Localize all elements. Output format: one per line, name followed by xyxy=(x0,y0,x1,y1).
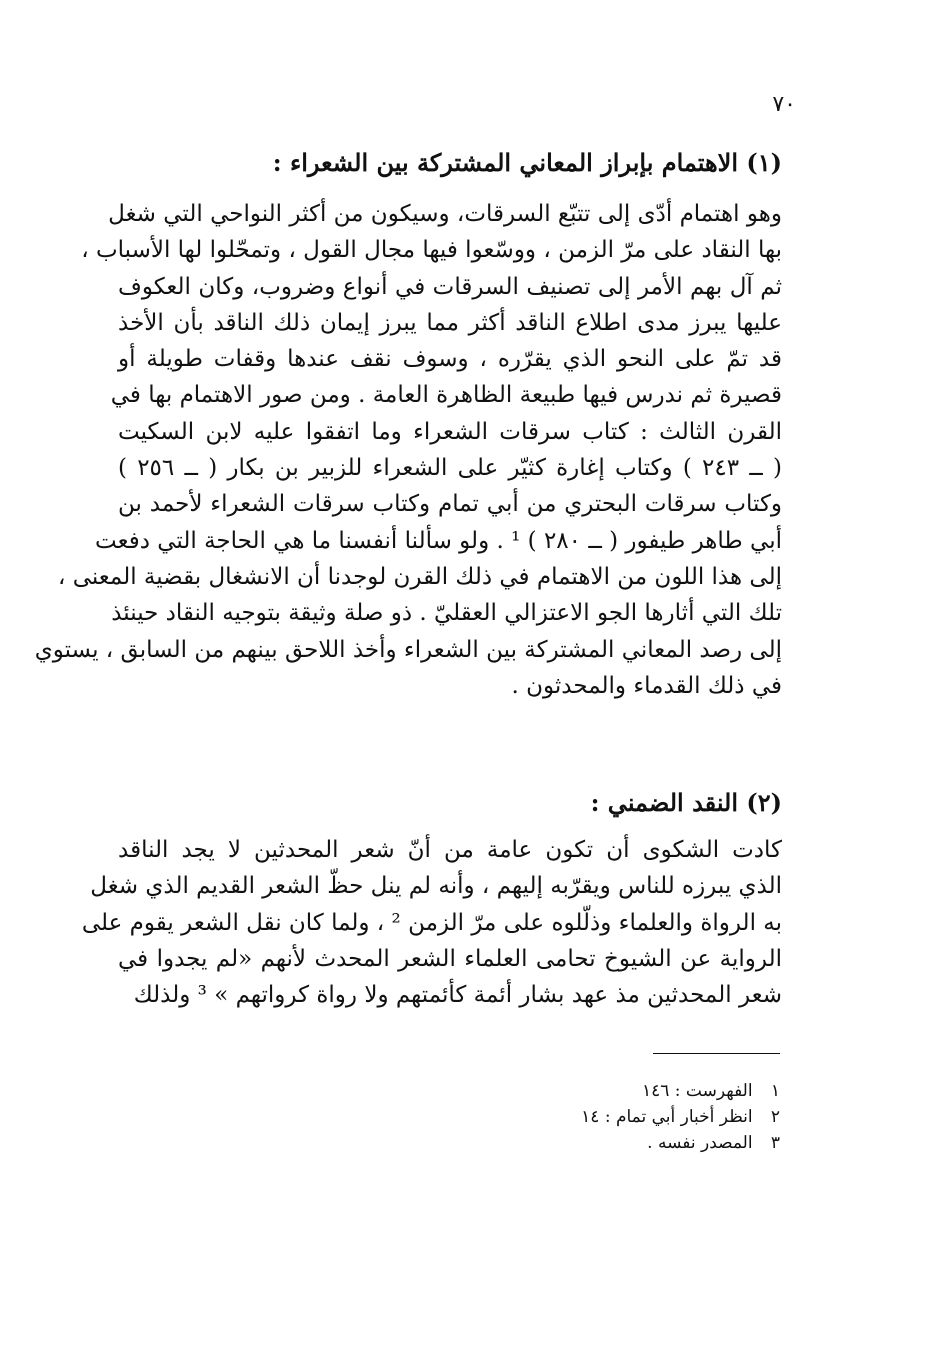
text-line: أبي طاهر طيفور ( ــ ٢٨٠ ) ¹ . ولو سألنا أنفسنا ما هي الحاجة التي دفعت xyxy=(95,527,782,554)
footnote xyxy=(360,1130,780,1156)
footnote-number: ٢ xyxy=(770,1107,780,1127)
text-line: بها النقاد على مرّ الزمن ، ووسّعوا فيها مجال القول ، وتمحّلوا لها الأسباب ، xyxy=(81,237,782,264)
section-1-body xyxy=(34,196,782,704)
page-number: ٧٠ xyxy=(772,92,796,117)
text-line: قد تمّ على النحو الذي يقرّره ، وسوف نقف عندها وقفات طويلة أو xyxy=(118,346,782,373)
footnote-text: المصدر نفسه . xyxy=(647,1133,753,1153)
footnote-number: ١ xyxy=(770,1081,780,1101)
text-line: شعر المحدثين مذ عهد بشار أئمة كأئمتهم ولا رواة كرواتهم » ³ ولذلك xyxy=(133,982,782,1009)
text-line: به الرواة والعلماء وذلّلوه على مرّ الزمن ² ، ولما كان نقل الشعر يقوم على xyxy=(81,909,782,936)
text-line: وكتاب سرقات البحتري من أبي تمام وكتاب سرقات الشعراء لأحمد بن xyxy=(118,491,782,518)
section-2-heading: (٢) النقد الضمني : xyxy=(590,788,782,817)
text-line: كادت الشكوى أن تكون عامة من أنّ شعر المحدثين لا يجد الناقد xyxy=(118,837,782,863)
section-2-body xyxy=(81,832,782,1013)
text-line: الرواية عن الشيوخ تحامى العلماء الشعر المحدث لأنهم «لم يجدوا في xyxy=(118,945,782,972)
text-line: ثم آل بهم الأمر إلى تصنيف السرقات في أنواع وضروب، وكان العكوف xyxy=(118,273,782,300)
section-1 xyxy=(118,146,782,180)
text-line: ( ــ ٢٤٣ ) وكتاب إغارة كثيّر على الشعراء للزبير بن بكار ( ــ ٢٥٦ ) xyxy=(118,455,782,482)
footnote-separator xyxy=(653,1053,780,1054)
footnote-text: انظر أخبار أبي تمام : ١٤ xyxy=(581,1107,753,1127)
text-line: القرن الثالث : كتاب سرقات الشعراء وما اتفقوا عليه لابن السكيت xyxy=(118,418,782,445)
footnote-number: ٣ xyxy=(770,1133,780,1153)
text-line: قصيرة ثم ندرس فيها طبيعة الظاهرة العامة . ومن صور الاهتمام بها في xyxy=(110,382,782,409)
footnotes xyxy=(360,1078,780,1156)
text-line: وهو اهتمام أدّى إلى تتبّع السرقات، وسيكون من أكثر النواحي التي شغل xyxy=(108,201,782,227)
section-2 xyxy=(118,786,782,820)
text-line: عليها يبرز مدى اطلاع الناقد أكثر مما يبرز إيمان ذلك الناقد بأن الأخذ xyxy=(118,309,782,336)
text-line: في ذلك القدماء والمحدثون . xyxy=(511,672,782,699)
text-line: تلك التي أثارها الجو الاعتزالي العقليّ . ذو صلة وثيقة بتوجيه النقاد حينئذ xyxy=(111,600,782,627)
footnote xyxy=(360,1104,780,1130)
footnote-text: الفهرست : ١٤٦ xyxy=(641,1081,753,1101)
footnote xyxy=(360,1078,780,1104)
section-1-heading: (١) الاهتمام بإبراز المعاني المشتركة بين الشعراء : xyxy=(272,148,782,177)
text-line: الذي يبرزه للناس ويقرّبه إليهم ، وأنه لم ينل حظّ الشعر القديم الذي شغل xyxy=(90,873,782,900)
text-line: إلى رصد المعاني المشتركة بين الشعراء وأخذ اللاحق بينهم من السابق ، يستوي xyxy=(34,636,782,663)
text-line: إلى هذا اللون من الاهتمام في ذلك القرن لوجدنا أن الانشغال بقضية المعنى ، xyxy=(57,563,782,590)
